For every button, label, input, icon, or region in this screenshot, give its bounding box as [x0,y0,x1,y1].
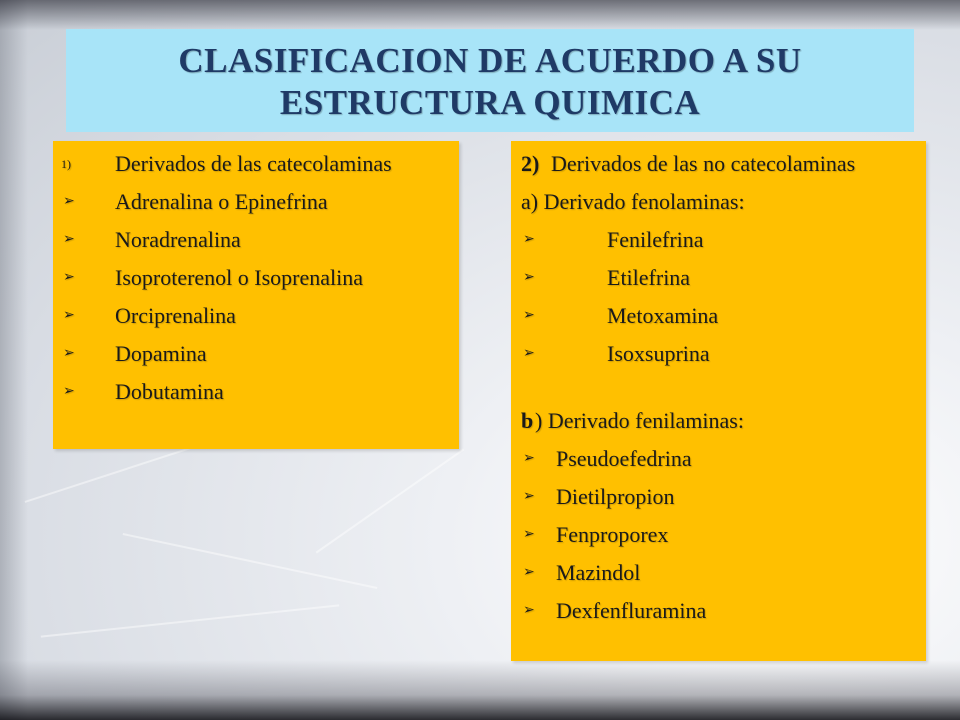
heading-text: Derivados de las catecolaminas [115,151,392,176]
chevron-right-icon: ➢ [63,232,75,247]
list-item-text: Mazindol [556,560,641,585]
chevron-right-icon: ➢ [63,270,75,285]
list-item-text: Isoproterenol o Isoprenalina [115,265,364,290]
list-item [511,480,926,514]
list-item [511,223,926,257]
list-item-text: Orciprenalina [115,303,236,328]
list-item [511,337,926,371]
group-b-label: ) Derivado fenilaminas: [535,408,744,433]
non-catecholamines-panel [511,141,926,661]
slide-title-line-2: ESTRUCTURA QUIMICA [279,83,701,122]
list-item-text: Dobutamina [115,379,224,404]
list-item-text: Noradrenalina [115,227,241,252]
list-item [53,185,459,219]
chevron-right-icon: ➢ [523,489,535,504]
group-a-label: a) Derivado fenolaminas: [521,189,745,214]
list-item-text: Dopamina [115,341,207,366]
panel-heading [53,147,459,181]
list-item-text: Metoxamina [607,303,719,328]
list-item-text: Etilefrina [607,265,691,290]
list-item [511,556,926,590]
list-item [53,299,459,333]
list-item-text: Isoxsuprina [607,341,710,366]
group-b-heading [511,404,926,438]
chevron-right-icon: ➢ [523,232,535,247]
chevron-right-icon: ➢ [523,308,535,323]
list-item [511,261,926,295]
list-item [53,261,459,295]
group-a-heading [511,185,926,219]
chevron-right-icon: ➢ [63,194,75,209]
chevron-right-icon: ➢ [63,346,75,361]
list-item-text: Fenproporex [556,522,669,547]
list-item [511,299,926,333]
list-item [511,594,926,628]
group-b-marker: b [521,408,534,433]
panel-heading [511,147,926,181]
chevron-right-icon: ➢ [523,346,535,361]
list-item [511,518,926,552]
background-shard [316,449,465,554]
list-item [53,375,459,409]
chevron-right-icon: ➢ [523,451,535,466]
chevron-right-icon: ➢ [523,270,535,285]
slide-title-line-1: CLASIFICACION DE ACUERDO A SU [178,41,802,80]
background-shard [123,533,378,589]
list-item [53,223,459,257]
chevron-right-icon: ➢ [523,603,535,618]
chevron-right-icon: ➢ [63,308,75,323]
background-shard [41,604,340,637]
list-item-text: Adrenalina o Epinefrina [115,189,328,214]
list-item [511,442,926,476]
chevron-right-icon: ➢ [523,527,535,542]
heading-text: Derivados de las no catecolaminas [551,151,856,176]
title-banner [66,29,914,132]
chevron-right-icon: ➢ [63,384,75,399]
list-number: 2) [521,151,540,176]
list-item-text: Pseudoefedrina [556,446,692,471]
list-item-text: Dietilpropion [556,484,675,509]
catecholamines-panel [53,141,459,449]
list-item-text: Fenilefrina [607,227,704,252]
list-item [53,337,459,371]
chevron-right-icon: ➢ [523,565,535,580]
list-item-text: Dexfenfluramina [556,598,707,623]
list-number: 1) [61,157,71,171]
